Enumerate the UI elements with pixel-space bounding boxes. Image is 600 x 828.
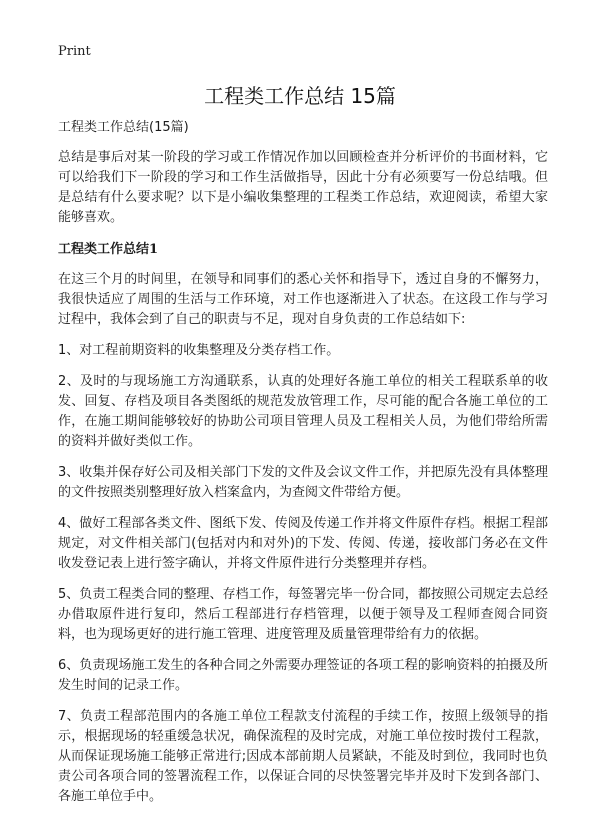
- body-paragraph: 5、负责工程类合同的整理、存档工作，每签署完毕一份合同，都按照公司规定去总经办借取原件进行复印，然后工程部进行存档管理，以便于领导及工程师查阅合同资料，也为现场更好的进行施工管理、进度管理及质量管理带给有力的依据。: [58, 587, 548, 642]
- body-paragraph: 7、负责工程部范围内的各施工单位工程款支付流程的手续工作，按照上级领导的指示，根据现场的轻重缓急状况，确保流程的及时完成，对施工单位按时拨付工程款，从而保证现场施工能够正常进行;因成本部前期人员紧缺，不能及时到位，我同时也负责公司各项合同的签署流程工作，以保证合同的尽快签署完毕并及时下发到各部门、各施工单位手中。: [58, 709, 548, 804]
- body-paragraph: 在这三个月的时间里，在领导和同事们的悉心关怀和指导下，透过自身的不懈努力，我很快适应了周围的生活与工作环境，对工作也逐渐进入了状态。在这段工作与学习过程中，我体会到了自己的职责与不足，现对自身负责的工作总结如下:: [58, 272, 548, 327]
- page-title: 工程类工作总结 15篇: [204, 84, 396, 108]
- intro-paragraph: 总结是事后对某一阶段的学习或工作情况作加以回顾检查并分析评价的书面材料，它可以给我们下一阶段的学习和工作生活做指导，因此十分有必须要写一份总结哦。但是总结有什么要求呢？以下是小编收集整理的工程类工作总结，欢迎阅读，希望大家能够喜欢。: [58, 150, 548, 225]
- body-paragraph: 2、及时的与现场施工方沟通联系，认真的处理好各施工单位的相关工程联系单的收发、回复、存档及项目各类图纸的规范发放管理工作，尽可能的配合各施工单位的工作，在施工期间能够较好的协助公司项目管理人员及工程相关人员，为他们带给所需的资料并做好类似工作。: [58, 374, 548, 449]
- body-paragraph: 3、收集并保存好公司及相关部门下发的文件及会议文件工作，并把原先没有具体整理的文件按照类别整理好放入档案盒内，为查阅文件带给方便。: [58, 465, 548, 500]
- section-heading: 工程类工作总结1: [58, 242, 159, 257]
- body-paragraph: 6、负责现场施工发生的各种合同之外需要办理签证的各项工程的影响资料的拍摄及所发生时间的记录工作。: [58, 658, 548, 693]
- body-paragraph: 1、对工程前期资料的收集整理及分类存档工作。: [58, 343, 340, 358]
- document-body: [58, 118, 548, 818]
- body-paragraph: 4、做好工程部各类文件、图纸下发、传阅及传递工作并将文件原件存档。根据工程部规定，对文件相关部门(包括对内和对外)的下发、传阅、传递，接收部门务必在文件收发登记表上进行签字确认，并将文件原件进行分类整理并存档。: [58, 516, 548, 571]
- document-subtitle: 工程类工作总结(15篇): [58, 120, 189, 135]
- print-link[interactable]: Print: [58, 44, 91, 59]
